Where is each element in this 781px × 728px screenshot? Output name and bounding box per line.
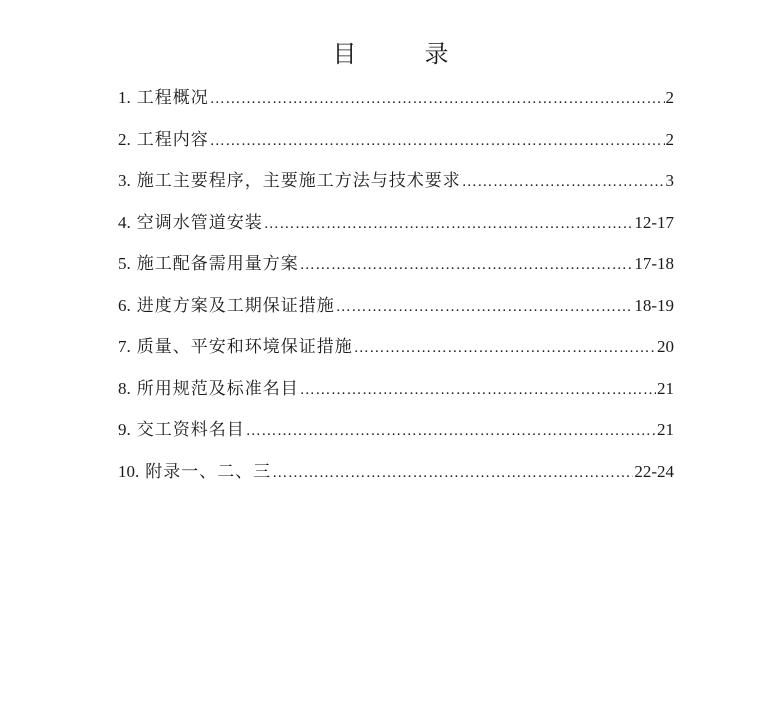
toc-entry-label: 质量、平安和环境保证措施 [136, 337, 353, 357]
toc-entry-10[interactable] [118, 454, 674, 496]
toc-entry-page: 3 [665, 171, 674, 190]
toc-dot-leader [264, 206, 634, 242]
toc-entry-6[interactable] [118, 288, 674, 330]
toc-dot-leader [354, 330, 656, 366]
toc-entry-4[interactable] [118, 205, 674, 247]
toc-entry-1[interactable] [118, 80, 674, 122]
toc-entry-label: 进度方案及工期保证措施 [136, 295, 335, 316]
toc-entry-number: 9. [118, 420, 131, 439]
toc-dot-leader [336, 289, 634, 325]
toc-entry-number: 2. [118, 129, 131, 149]
toc-entry-label: 空调水管道安装 [136, 212, 263, 233]
toc-dot-leader [272, 455, 633, 491]
toc-entry-page: 12-17 [634, 212, 674, 232]
toc-entry-page: 17-18 [634, 254, 674, 273]
toc-entry-number: 5. [118, 254, 131, 273]
toc-entry-page: 22-24 [634, 461, 674, 481]
toc-entry-number: 8. [118, 378, 131, 398]
toc-dot-leader [210, 123, 665, 159]
toc-title-char-2: 录 [424, 40, 449, 68]
toc-entry-label: 施工配备需用量方案 [136, 254, 299, 274]
toc-entry-number: 1. [118, 88, 131, 107]
toc-entry-page: 20 [657, 337, 674, 356]
toc-entry-7[interactable] [118, 329, 674, 371]
toc-entry-page: 18-19 [634, 295, 674, 315]
toc-entry-8[interactable] [118, 371, 674, 413]
toc-entry-label: 工程内容 [136, 129, 209, 150]
toc-title [0, 36, 781, 72]
toc-entry-9[interactable] [118, 412, 674, 454]
toc-entry-number: 3. [118, 171, 131, 190]
toc-entry-page: 2 [665, 129, 674, 149]
toc-entry-number: 6. [118, 295, 131, 315]
toc-dot-leader [300, 247, 634, 283]
toc-entry-page: 21 [657, 420, 674, 439]
toc-list [118, 80, 674, 495]
toc-entry-number: 7. [118, 337, 131, 356]
toc-title-char-1: 目 [332, 40, 357, 68]
toc-entry-3[interactable] [118, 163, 674, 205]
toc-entry-page: 2 [665, 88, 674, 107]
toc-entry-number: 10. [118, 461, 140, 481]
toc-entry-label: 交工资料名目 [136, 420, 245, 440]
toc-entry-label: 所用规范及标准名目 [136, 378, 299, 399]
toc-dot-leader [246, 413, 656, 449]
toc-dot-leader [300, 372, 656, 408]
toc-entry-label: 附录一、二、三 [145, 461, 272, 482]
toc-entry-5[interactable] [118, 246, 674, 288]
toc-dot-leader [462, 164, 665, 200]
toc-entry-label: 施工主要程序，主要施工方法与技术要求 [136, 171, 461, 191]
toc-entry-label: 工程概况 [136, 88, 209, 108]
toc-entry-number: 4. [118, 212, 131, 232]
toc-dot-leader [210, 81, 665, 117]
toc-entry-2[interactable] [118, 122, 674, 164]
toc-entry-page: 21 [657, 378, 674, 398]
